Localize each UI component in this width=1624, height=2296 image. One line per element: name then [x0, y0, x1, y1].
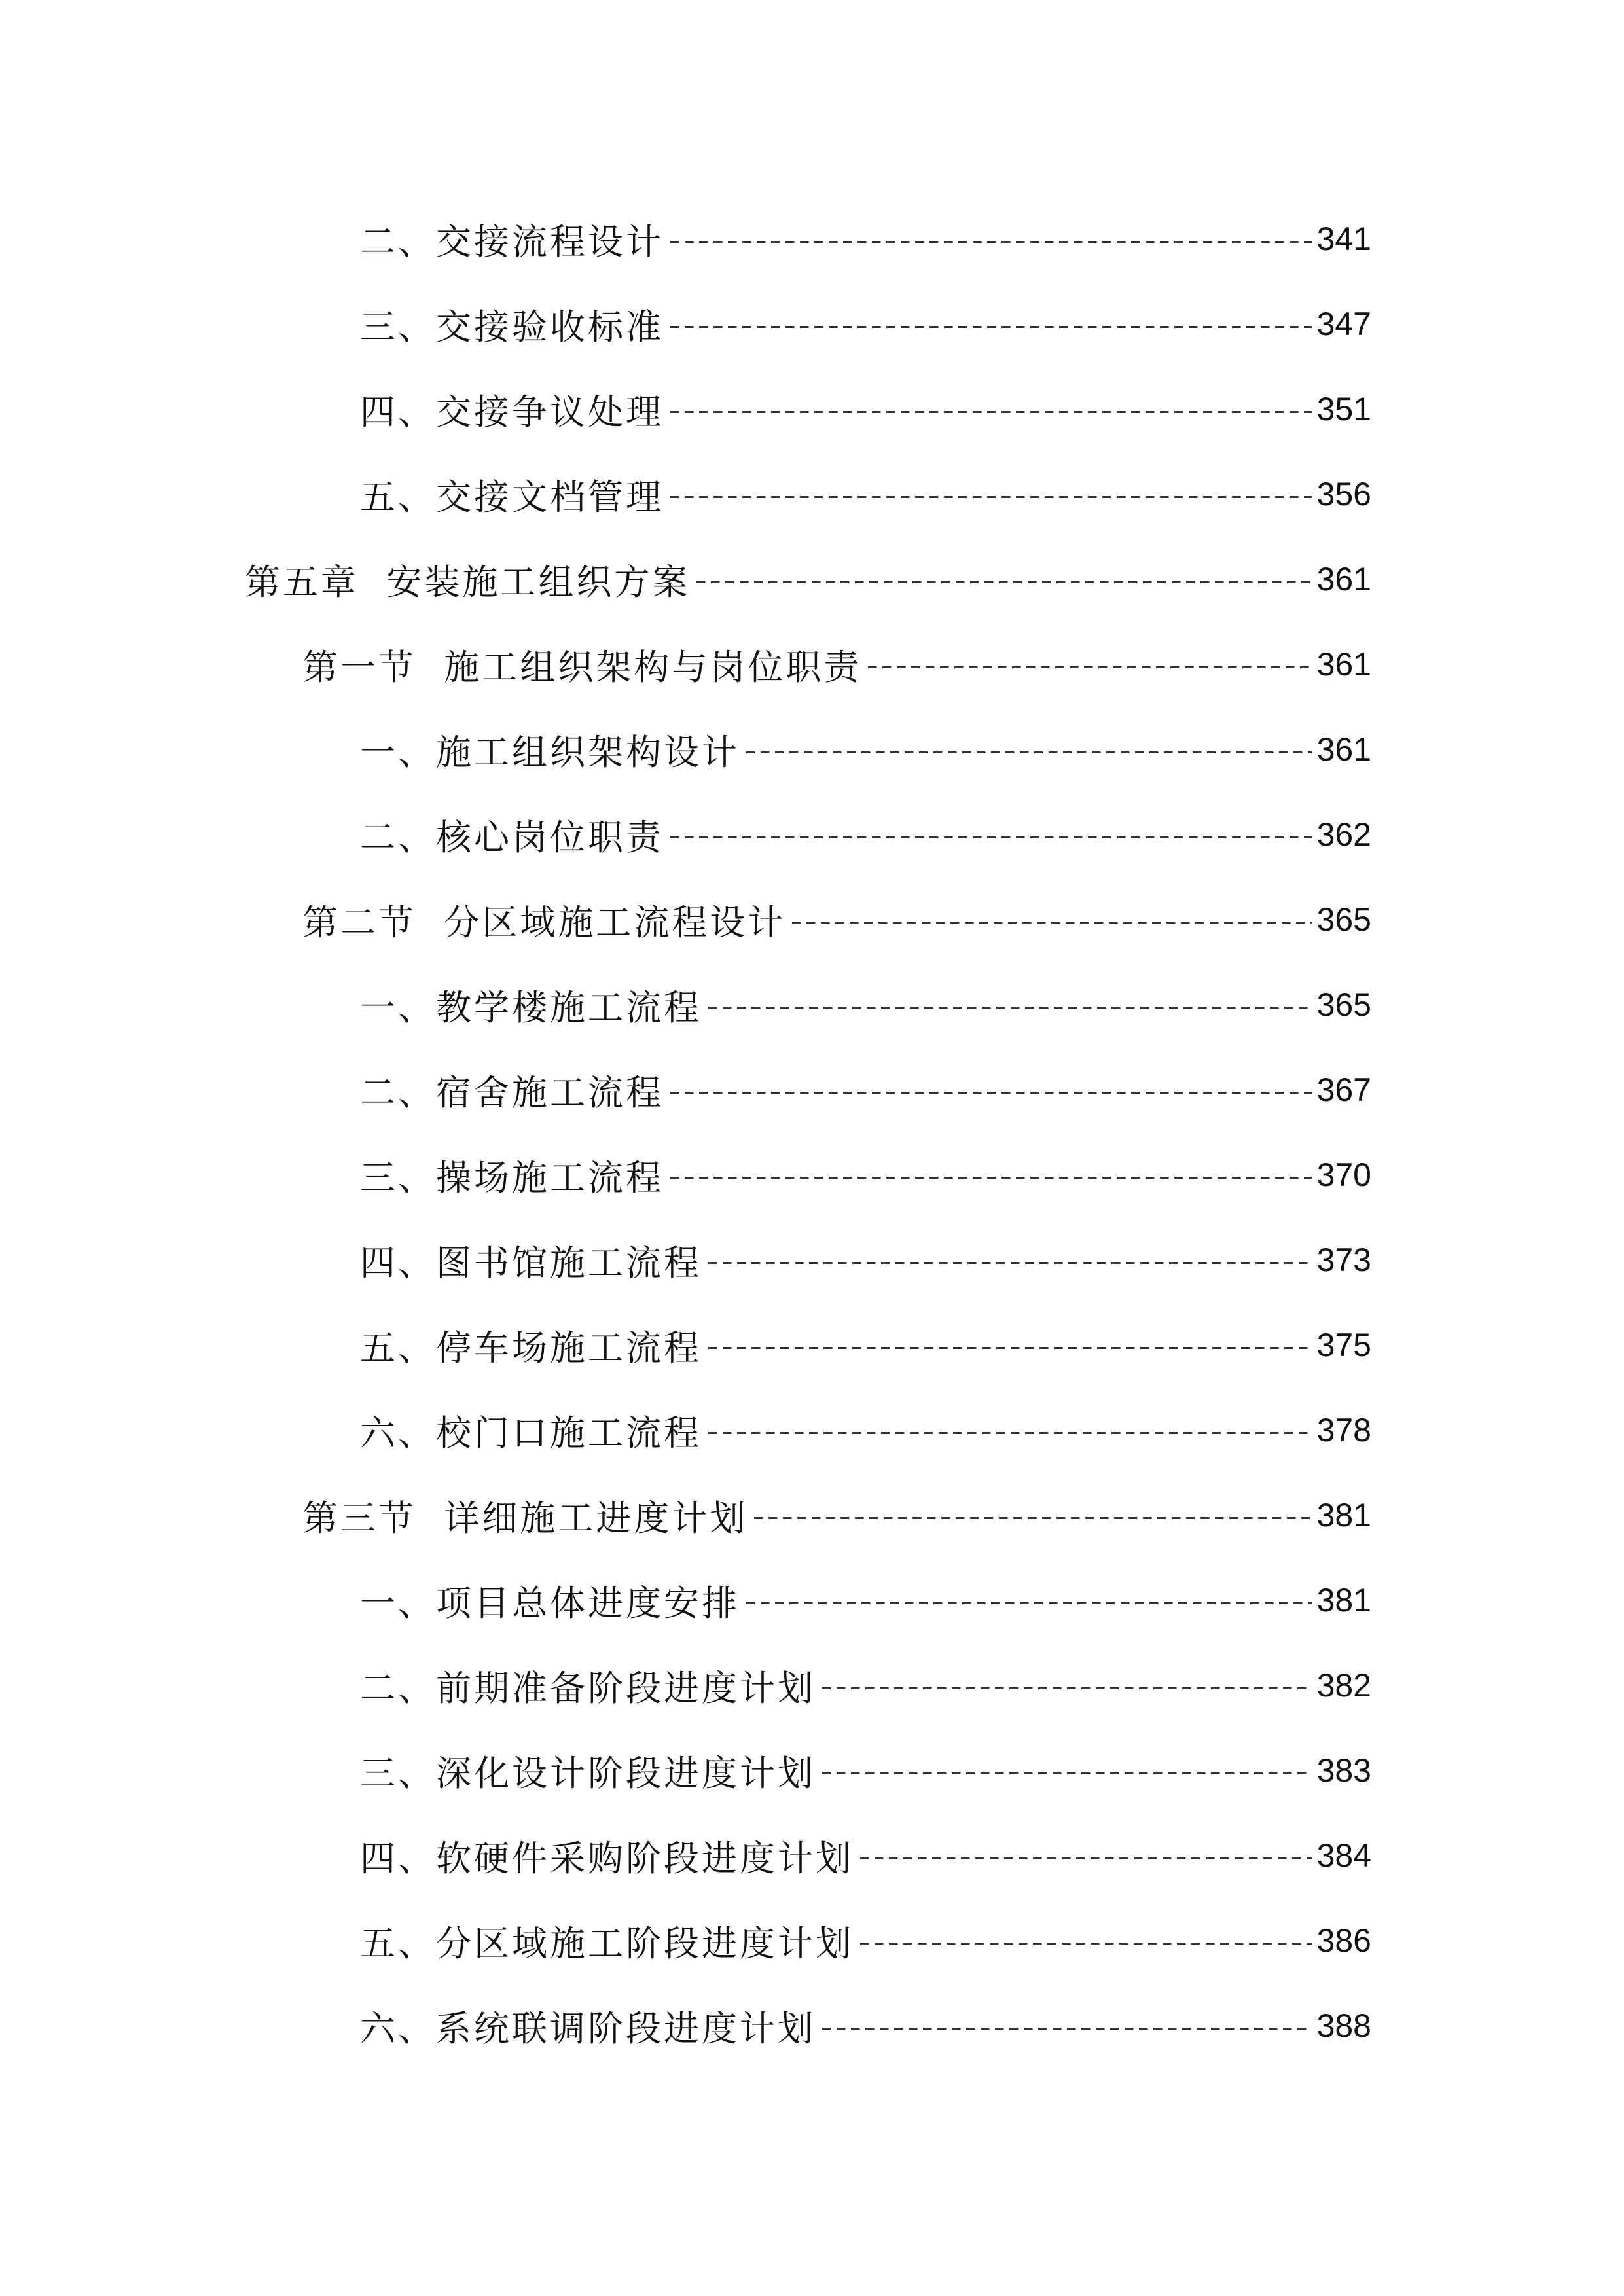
dot-leader	[754, 1516, 1311, 1520]
toc-entry-title: 五、交接文档管理	[360, 476, 664, 518]
dot-leader	[860, 1856, 1312, 1860]
toc-entry-page: 378	[1316, 1412, 1371, 1448]
toc-entry-title: 六、校门口施工流程	[360, 1412, 702, 1454]
dot-leader	[792, 920, 1311, 924]
toc-entry[interactable]	[360, 203, 1371, 275]
dot-leader	[708, 1346, 1312, 1350]
toc-entry-title: 三、深化设计阶段进度计划	[360, 1752, 816, 1794]
toc-entry[interactable]	[360, 288, 1371, 360]
toc-entry[interactable]	[360, 1564, 1371, 1636]
toc-entry-page: 381	[1316, 1582, 1371, 1619]
toc-entry[interactable]	[360, 373, 1371, 445]
dot-leader	[670, 835, 1312, 839]
toc-entry-page: 367	[1316, 1071, 1371, 1108]
toc-section-entry[interactable]	[302, 884, 1371, 956]
toc-entry-page: 361	[1316, 646, 1371, 683]
toc-entry-page: 375	[1316, 1327, 1371, 1363]
dot-leader	[708, 1431, 1312, 1435]
toc-entry-title: 五、分区域施工阶段进度计划	[360, 1922, 854, 1964]
toc-entry-title: 一、教学楼施工流程	[360, 986, 702, 1028]
toc-entry-title: 五、停车场施工流程	[360, 1327, 702, 1369]
toc-entry-page: 365	[1316, 986, 1371, 1023]
dot-leader	[746, 1601, 1312, 1605]
toc-entry-page: 356	[1316, 476, 1371, 512]
toc-entry-page: 365	[1316, 901, 1371, 938]
toc-entry[interactable]	[360, 1309, 1371, 1381]
dot-leader	[822, 2026, 1312, 2030]
dot-leader	[860, 1941, 1312, 1945]
toc-entry-page: 382	[1316, 1667, 1371, 1704]
toc-entry-title: 一、施工组织架构设计	[360, 731, 740, 773]
toc-entry-title: 第五章 安装施工组织方案	[245, 561, 691, 603]
toc-section-entry[interactable]	[302, 628, 1371, 700]
toc-entry-title: 六、系统联调阶段进度计划	[360, 2007, 816, 2049]
toc-entry-page: 373	[1316, 1242, 1371, 1278]
toc-entry-page: 381	[1316, 1497, 1371, 1534]
dot-leader	[746, 750, 1312, 754]
toc-entry-title: 第三节 详细施工进度计划	[302, 1497, 748, 1539]
toc-entry[interactable]	[360, 1139, 1371, 1211]
toc-entry-title: 一、项目总体进度安排	[360, 1582, 740, 1624]
toc-entry-title: 三、交接验收标准	[360, 306, 664, 348]
toc-entry[interactable]	[360, 1394, 1371, 1466]
toc-entry-page: 341	[1316, 221, 1371, 257]
toc-entry[interactable]	[360, 1990, 1371, 2062]
dot-leader	[708, 1005, 1312, 1009]
dot-leader	[708, 1261, 1312, 1265]
toc-entry-title: 三、操场施工流程	[360, 1157, 664, 1198]
toc-entry[interactable]	[360, 969, 1371, 1041]
toc-entry-page: 347	[1316, 306, 1371, 342]
toc-entry[interactable]	[360, 1905, 1371, 1977]
dot-leader	[670, 410, 1312, 414]
toc-entry-page: 386	[1316, 1922, 1371, 1959]
toc-entry-title: 四、图书馆施工流程	[360, 1242, 702, 1283]
dot-leader	[696, 580, 1311, 584]
toc-entry-title: 二、核心岗位职责	[360, 816, 664, 858]
toc-section-entry[interactable]	[302, 1479, 1371, 1551]
toc-entry-title: 二、前期准备阶段进度计划	[360, 1667, 816, 1709]
toc-entry[interactable]	[360, 458, 1371, 530]
toc-entry-title: 第二节 分区域施工流程设计	[302, 901, 786, 943]
dot-leader	[868, 665, 1311, 669]
toc-entry[interactable]	[360, 1734, 1371, 1806]
dot-leader	[670, 1090, 1312, 1094]
dot-leader	[822, 1686, 1312, 1690]
toc-entry-page: 351	[1316, 391, 1371, 427]
toc-entry[interactable]	[360, 713, 1371, 785]
dot-leader	[822, 1771, 1312, 1775]
toc-entry-title: 二、交接流程设计	[360, 221, 664, 262]
toc-entry-page: 361	[1316, 731, 1371, 768]
toc-entry-title: 四、交接争议处理	[360, 391, 664, 433]
toc-entry-title: 四、软硬件采购阶段进度计划	[360, 1837, 854, 1879]
toc-entry-page: 362	[1316, 816, 1371, 853]
toc-entry-page: 388	[1316, 2007, 1371, 2044]
toc-entry[interactable]	[360, 1649, 1371, 1721]
toc-entry[interactable]	[360, 798, 1371, 870]
toc-chapter-entry[interactable]	[245, 543, 1371, 615]
toc-entry-page: 383	[1316, 1752, 1371, 1789]
dot-leader	[670, 1175, 1312, 1179]
toc-entry[interactable]	[360, 1820, 1371, 1892]
toc-entry-title: 第一节 施工组织架构与岗位职责	[302, 646, 862, 688]
dot-leader	[670, 240, 1312, 243]
dot-leader	[670, 495, 1312, 499]
toc-entry[interactable]	[360, 1224, 1371, 1296]
toc-entry-title: 二、宿舍施工流程	[360, 1071, 664, 1113]
toc-entry-page: 361	[1316, 561, 1371, 598]
toc-entry[interactable]	[360, 1054, 1371, 1126]
dot-leader	[670, 325, 1312, 329]
toc-entry-page: 384	[1316, 1837, 1371, 1874]
toc-entry-page: 370	[1316, 1157, 1371, 1193]
